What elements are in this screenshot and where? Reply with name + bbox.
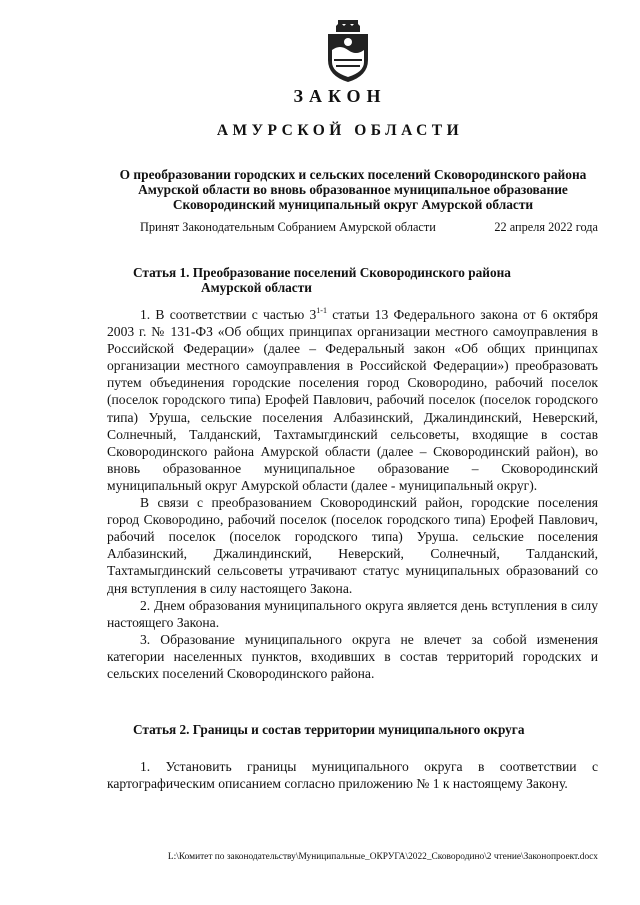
law-label: ЗАКОН: [293, 86, 387, 106]
p1-superscript: 1-1: [316, 306, 327, 315]
adoption-date: 22 апреля 2022 года: [494, 220, 598, 234]
article1-body: [107, 306, 598, 682]
article2-heading: Статья 2. Границы и состав территории муниципального округа: [133, 722, 525, 737]
p1-pre: 1. В соответствии с частью 3: [140, 307, 317, 322]
article2-paragraph: 1. Установить границы муниципального округа в соответствии с картографическим описанием согласно приложению № 1 к настоящему Закону.: [107, 759, 598, 792]
coat-of-arms-icon: [324, 20, 372, 84]
file-path-footer: L:\Комитет по законодательству\Муниципальные_ОКРУГА\2022_Сковородино\2 чтение\Законопроект.docx: [167, 852, 598, 862]
law-title: О преобразовании городских и сельских поселений Сковородинского района Амурской области во вновь образованное муниципальное образование Сковородинский муниципальный округ Амурской области: [119, 167, 587, 212]
adoption-line: [140, 220, 598, 235]
article1-paragraph: 2. Днем образования муниципального округа является день вступления в силу настоящего Закона.: [107, 597, 598, 630]
article1-heading-line1: Статья 1. Преобразование поселений Сковородинского района: [133, 265, 511, 280]
article1-paragraph: В связи с преобразованием Сковородинский район, городские поселения город Сковородино, рабочий поселок (поселок городского типа) Ерофей Павлович, рабочий поселок (поселок городского типа) Уруша. сельские поселения Албазинский, Джалиндинский, Неверский, Солнечный, Талданский, Тахтамыгдинский сельсоветы утрачивают статус муниципальных образований со дня вступления в силу настоящего Закона.: [107, 495, 598, 596]
article2-body: [107, 758, 598, 792]
article1-paragraph: 3. Образование муниципального округа не влечет за собой изменения категории населенных пунктов, входивших в состав территорий городских и сельских поселений Сковородинского района.: [107, 631, 598, 681]
article1-heading-line2: Амурской области: [201, 280, 312, 295]
article1-paragraph: [107, 306, 598, 494]
p1-post: статьи 13 Федерального закона от 6 октября 2003 г. № 131-ФЗ «Об общих принципах организации местного самоуправления в Российской Федерации» (далее – Федеральный закон «Об общих принципах организации местного самоуправления в Российской Федерации») преобразовать путем объединения городские поселения город Сковородино, рабочий поселок (поселок городского типа) Ерофей Павлович, рабочий поселок (поселок городского типа) Уруша, сельские поселения Албазинский, Джалиндинский, Неверский, Солнечный, Талданский, Тахтамыгдинский сельсоветы, входящие в состав Сковородинского района Амурской области (далее – Сковородинский район), во вновь образованное муниципальное образование – Сковородинский муниципальный округ Амурской области (далее - муниципальный округ).: [107, 307, 598, 493]
region-label: АМУРСКОЙ ОБЛАСТИ: [216, 122, 464, 139]
article1-heading: [133, 265, 603, 295]
adoption-text: Принят Законодательным Собранием Амурской области: [140, 220, 436, 234]
